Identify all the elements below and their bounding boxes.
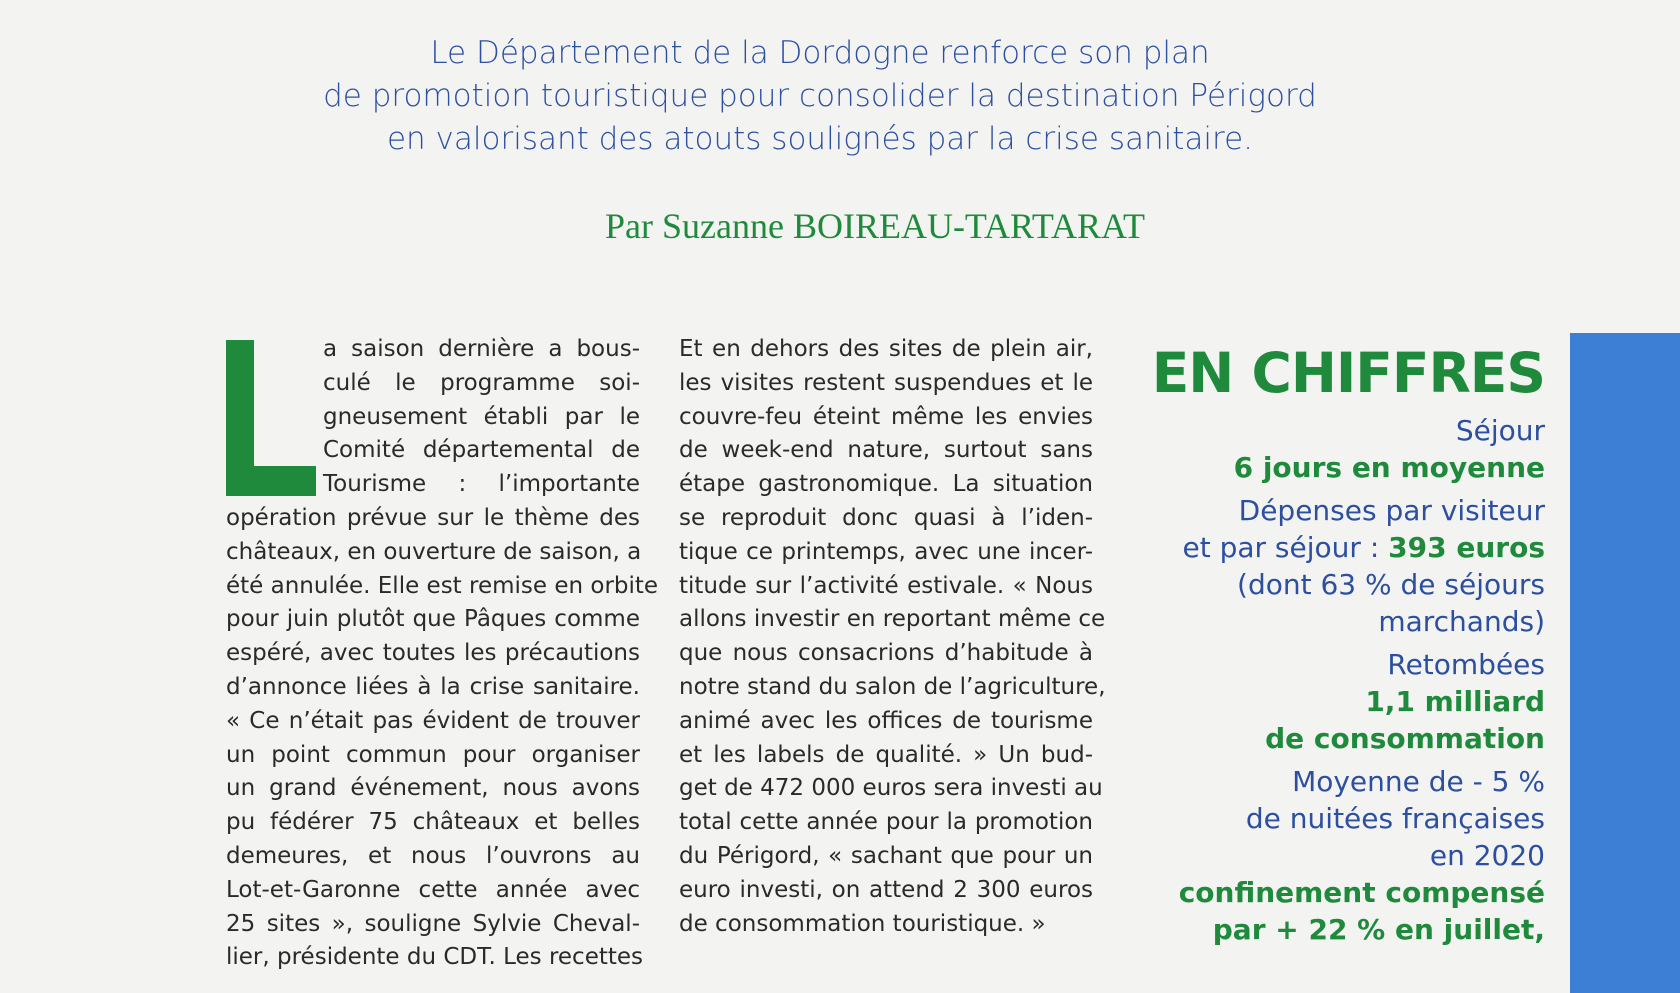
- lead-line: Le Département de la Dordogne renforce son plan: [430, 35, 1210, 71]
- article-column-1: [226, 333, 659, 975]
- body-line: animé avec les offices de tourisme: [679, 707, 1093, 734]
- body-line: un grand événement, nous avons: [226, 775, 640, 802]
- body-line: été annulée. Elle est remise en orbite: [226, 572, 659, 599]
- stat-label: de nuitées françaises: [1245, 802, 1545, 835]
- stat-label: Retombées: [1387, 648, 1545, 681]
- body-line: get de 472 000 euros sera investi au: [679, 775, 1103, 802]
- drop-cap-letter: [226, 340, 316, 496]
- stat-value: 1,1 milliard: [1365, 685, 1545, 718]
- body-line: se reproduit donc quasi à l’iden-: [679, 504, 1093, 531]
- body-line: gneusement établi par le: [323, 403, 640, 430]
- stat-note: (dont 63 % de séjours: [1237, 568, 1545, 601]
- stat-label: Séjour: [1455, 414, 1545, 447]
- stat-value: confinement compensé: [1178, 876, 1545, 909]
- figures-sidebar: [1140, 340, 1545, 948]
- body-line: culé le programme soi-: [323, 369, 640, 396]
- stat-label: en 2020: [1429, 839, 1545, 872]
- stat-note: marchands): [1378, 605, 1545, 638]
- body-line: et les labels de qualité. » Un bud-: [679, 741, 1093, 768]
- body-line: allons investir en reportant même ce: [679, 606, 1106, 633]
- body-line: opération prévue sur le thème des: [226, 504, 640, 531]
- body-line: titude sur l’activité estivale. « Nous: [679, 572, 1093, 599]
- article-lead: [200, 32, 1440, 161]
- stat-label: Moyenne de - 5 %: [1292, 765, 1545, 798]
- body-line: euro investi, on attend 2 300 euros: [679, 876, 1093, 903]
- stat-nuitees: [1140, 763, 1545, 948]
- stat-value: par + 22 % en juillet,: [1212, 913, 1545, 946]
- stat-value: 6 jours en moyenne: [1233, 451, 1545, 484]
- lead-line: en valorisant des atouts soulignés par la crise sanitaire.: [386, 121, 1254, 157]
- body-line: 25 sites », souligne Sylvie Cheval-: [226, 910, 640, 937]
- body-line: de consommation touristique. »: [679, 910, 1046, 937]
- body-line: un point commun pour organiser: [226, 741, 640, 768]
- stat-depenses: [1140, 492, 1545, 640]
- body-line: espéré, avec toutes les précautions: [226, 640, 640, 667]
- author-byline: Par Suzanne BOIREAU-TARTARAT: [605, 206, 1145, 246]
- body-line: Comité départemental de: [323, 437, 640, 464]
- body-line: couvre-feu éteint même les envies: [679, 403, 1093, 430]
- sidebar-color-bar: [1570, 333, 1680, 993]
- stat-value: de consommation: [1265, 722, 1545, 755]
- body-line: d’annonce liées à la crise sanitaire.: [226, 673, 640, 700]
- body-line: tique ce printemps, avec une incer-: [679, 538, 1093, 565]
- sidebar-title: EN CHIFFRES: [1151, 341, 1545, 405]
- stat-sejour: [1140, 412, 1545, 486]
- body-line: lier, présidente du CDT. Les recettes: [226, 944, 644, 971]
- body-line: Lot-et-Garonne cette année avec: [226, 876, 640, 903]
- body-line: demeures, et nous l’ouvrons au: [226, 842, 640, 869]
- lead-line: de promotion touristique pour consolider la destination Périgord: [323, 78, 1317, 114]
- body-line: a saison dernière a bous-: [323, 336, 640, 362]
- body-line: du Périgord, « sachant que pour un: [679, 842, 1093, 869]
- body-line: Tourisme : l’importante: [323, 471, 640, 498]
- body-line: « Ce n’était pas évident de trouver: [226, 707, 640, 734]
- stat-label: Dépenses par visiteur: [1238, 494, 1545, 527]
- body-line: total cette année pour la promotion: [679, 809, 1093, 836]
- body-line: que nous consacrions d’habitude à: [679, 640, 1093, 667]
- body-line: de week-end nature, surtout sans: [679, 437, 1093, 464]
- body-line: pour juin plutôt que Pâques comme: [226, 606, 640, 633]
- stat-label: et par séjour :: [1182, 531, 1389, 564]
- stat-line: [1140, 529, 1545, 566]
- body-line: châteaux, en ouverture de saison, a: [226, 538, 642, 565]
- stat-retombees: [1140, 646, 1545, 757]
- body-line: les visites restent suspendues et le: [679, 369, 1093, 396]
- stat-value: 393 euros: [1388, 531, 1545, 564]
- article-column-2: [679, 333, 1106, 941]
- body-line: Et en dehors des sites de plein air,: [679, 336, 1093, 362]
- body-line: notre stand du salon de l’agriculture,: [679, 673, 1106, 700]
- body-line: pu fédérer 75 châteaux et belles: [226, 809, 640, 836]
- body-line: étape gastronomique. La situation: [679, 471, 1093, 498]
